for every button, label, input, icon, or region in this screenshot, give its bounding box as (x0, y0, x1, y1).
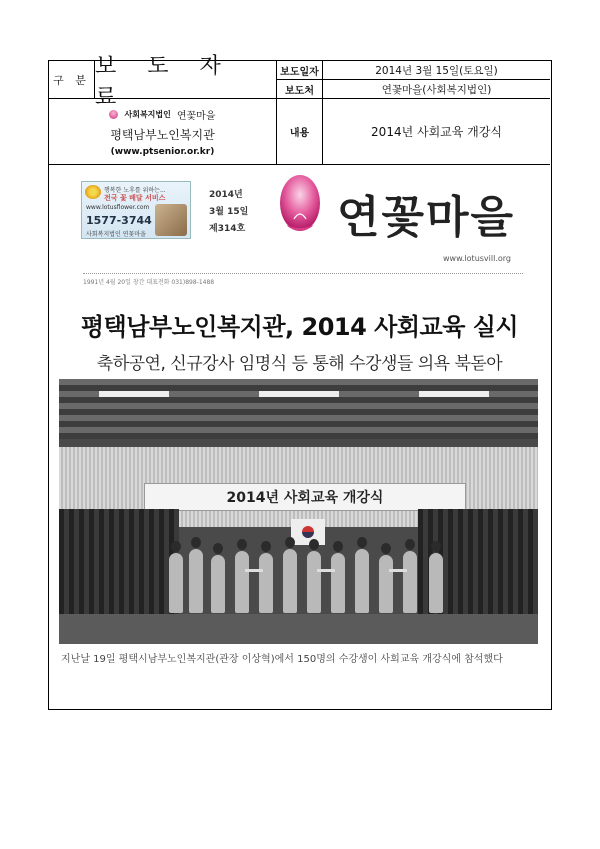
national-flag (291, 519, 325, 545)
performer (403, 551, 417, 613)
ad-photo (155, 204, 187, 236)
performer (331, 553, 345, 613)
ad-line2: 전국 꽃 배달 서비스 (104, 194, 166, 202)
ceiling-lamp (99, 391, 169, 397)
register-info: 1991년 4월 20일 창간 대표전화 031)898-1488 (83, 279, 215, 286)
brand-url: www.lotusvill.org (443, 254, 511, 263)
article-headline: 평택남부노인복지관, 2014 사회교육 실시 (80, 313, 519, 341)
date-label: 보도일자 (277, 61, 323, 80)
content-label: 내용 (277, 99, 323, 165)
press-header-table (49, 53, 550, 165)
newspaper-clipping (49, 165, 550, 708)
issue-info (209, 187, 248, 238)
performer (235, 551, 249, 613)
flower-icon (85, 185, 101, 199)
divider (83, 273, 523, 274)
date-value: 2014년 3월 15일(토요일) (323, 61, 550, 80)
photo-ceiling (59, 379, 538, 439)
lotus-logo-icon (276, 173, 324, 243)
music-stand (245, 569, 263, 572)
organization-block (49, 99, 277, 165)
source-value: 연꽃마을(사회복지법인) (323, 80, 550, 99)
flower-delivery-ad (81, 181, 191, 239)
ceremony-photo (59, 379, 538, 644)
org-name: 평택남부노인복지관 (110, 127, 215, 142)
org-brand-line (109, 107, 215, 122)
brand-name: 연꽃마을 (337, 192, 516, 243)
issue-number: 제314호 (209, 224, 246, 234)
ad-line4: 사회복지법인 연꽃마을 (86, 231, 146, 238)
photo-floor (59, 614, 538, 644)
issue-date: 3월 15일 (209, 207, 249, 217)
ad-phone: 1577-3744 (86, 214, 152, 227)
photo-caption: 지난날 19일 평택시남부노인복지관(관장 이상혁)에서 150명의 수강생이 사회교육 개강식에 참석했다 (61, 654, 503, 665)
source-label: 보도처 (277, 80, 323, 99)
ceiling-lamp (419, 391, 489, 397)
content-value: 2014년 사회교육 개강식 (323, 99, 550, 165)
performer (429, 553, 443, 613)
org-small: 사회복지법인 (124, 109, 171, 119)
music-stand (317, 569, 335, 572)
performer (283, 549, 297, 613)
performer (189, 549, 203, 613)
performer (259, 553, 273, 613)
music-stand (389, 569, 407, 572)
issue-year: 2014년 (209, 190, 243, 200)
article-subheadline: 축하공연, 신규강사 임명식 등 통해 수강생들 의욕 북돋아 (96, 354, 503, 374)
ceiling-lamp (259, 391, 339, 397)
press-release-frame (48, 53, 552, 710)
performer (211, 555, 225, 613)
photo-banner: 2014년 사회교육 개강식 (144, 483, 466, 511)
lotus-icon (109, 110, 118, 119)
org-url: (www.ptsenior.or.kr) (110, 146, 215, 157)
performer (379, 555, 393, 613)
doc-type-title: 보 도 자 료 (95, 61, 277, 99)
org-brand: 연꽃마을 (176, 110, 216, 122)
category-label: 구 분 (49, 61, 95, 99)
performer (307, 551, 321, 613)
performer (169, 553, 183, 613)
ad-line1: 행복한 노후를 위하는... (104, 187, 166, 194)
ad-line3: www.lotusflower.com (86, 204, 150, 211)
performer (355, 549, 369, 613)
